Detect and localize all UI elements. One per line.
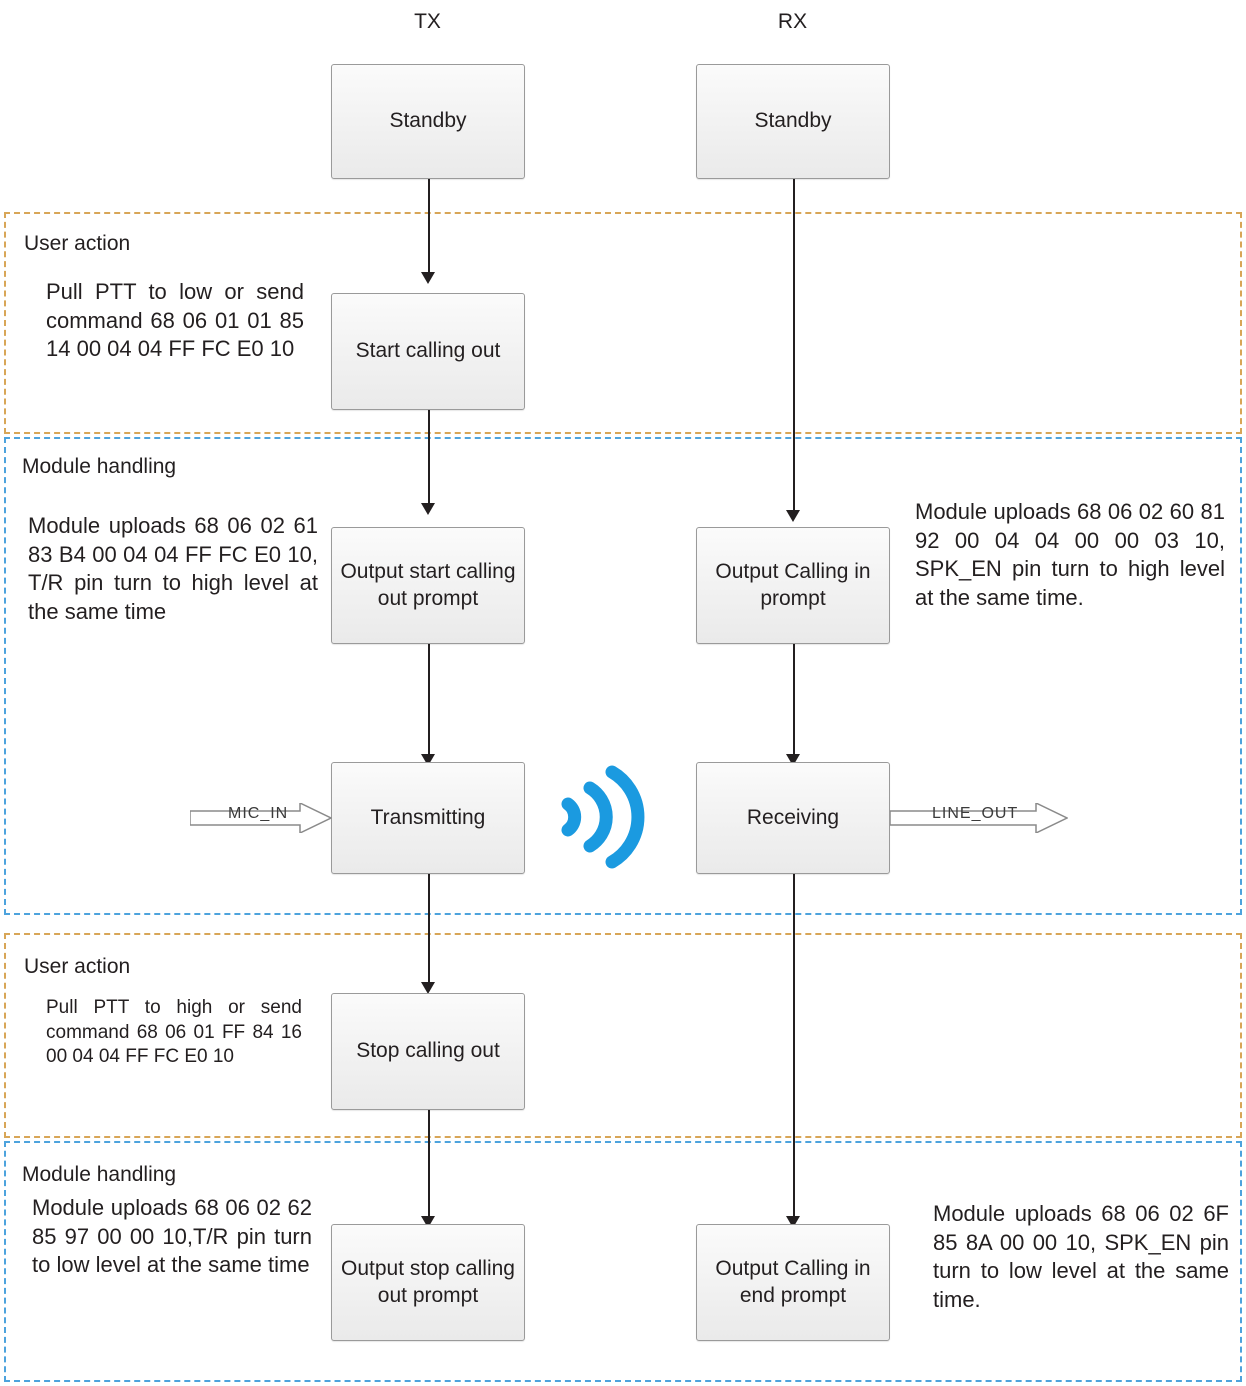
node-rx-output-calling-end-prompt[interactable]: Output Calling in end prompt [696,1224,890,1341]
node-rx-receiving[interactable]: Receiving [696,762,890,874]
node-tx-transmitting[interactable]: Transmitting [331,762,525,874]
node-tx-output-start-prompt[interactable]: Output start calling out prompt [331,527,525,644]
note-module-handling-tx-stop: Module uploads 68 06 02 62 85 97 00 00 10,T/R pin turn to low level at the same time [32,1195,312,1278]
arrowhead-rx-calling-in [786,510,800,522]
arrowhead-tx-output-start [421,503,435,515]
mic-in-label: MIC_IN [228,805,289,822]
node-tx-stop-calling-out[interactable]: Stop calling out [331,993,525,1110]
node-tx-standby[interactable]: Standby [331,64,525,179]
connector-tx-stop-to-output-stop [428,1110,430,1218]
connector-tx-standby-to-start [428,179,430,274]
node-rx-standby[interactable]: Standby [696,64,890,179]
note-module-handling-rx-stop: Module uploads 68 06 02 6F 85 8A 00 00 10, SPK_EN pin turn to low level at the same time. [933,1201,1229,1312]
connector-tx-output-to-transmitting [428,644,430,756]
band-title-module-handling-start: Module handling [22,455,177,478]
node-tx-start-calling-out[interactable]: Start calling out [331,293,525,410]
connector-tx-transmitting-to-stop [428,874,430,984]
connector-rx-standby-to-calling-in [793,179,795,512]
note-user-action-start: Pull PTT to low or send command 68 06 01 01 85 14 00 04 04 FF FC E0 10 [46,279,304,362]
radio-waves-icon [556,752,646,882]
connector-rx-calling-in-to-receiving [793,644,795,756]
column-header-tx: TX [414,10,441,33]
arrowhead-tx-start [421,272,435,284]
node-rx-output-calling-in-prompt[interactable]: Output Calling in prompt [696,527,890,644]
band-title-user-action-start: User action [24,232,131,255]
note-user-action-stop: Pull PTT to high or send command 68 06 01 FF 84 16 00 04 04 FF FC E0 10 [46,997,302,1068]
note-module-handling-tx-start: Module uploads 68 06 02 61 83 B4 00 04 04 FF FC E0 10, T/R pin turn to high level at the same time [28,513,318,624]
note-module-handling-rx-start: Module uploads 68 06 02 60 81 92 00 04 04 00 00 03 10, SPK_EN pin turn to high level at the same time. [915,499,1225,610]
connector-rx-receiving-to-calling-end [793,874,795,1218]
connector-tx-start-to-output [428,410,430,505]
band-title-user-action-stop: User action [24,955,131,978]
node-tx-output-stop-prompt[interactable]: Output stop calling out prompt [331,1224,525,1341]
band-title-module-handling-stop: Module handling [22,1163,177,1186]
column-header-rx: RX [777,10,808,33]
line-out-label: LINE_OUT [932,805,1019,822]
